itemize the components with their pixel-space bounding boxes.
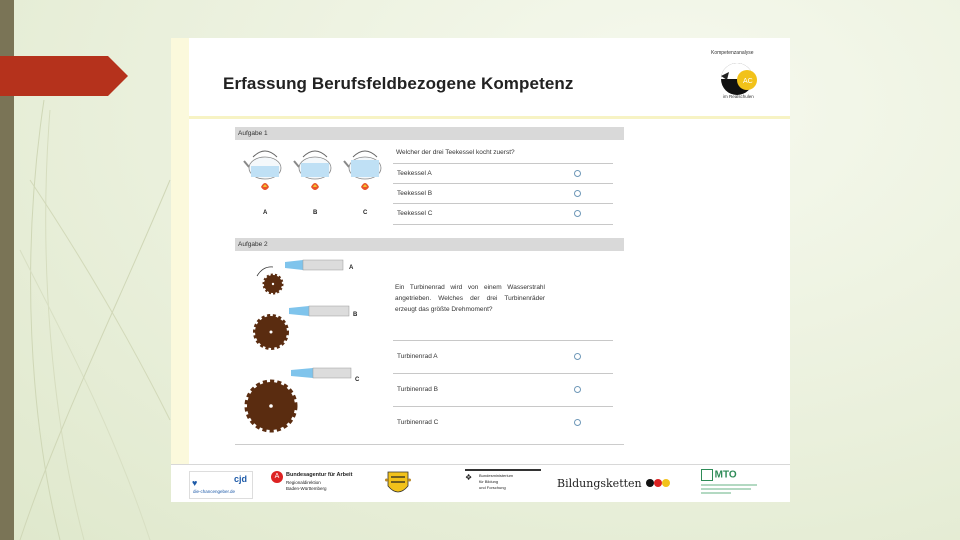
cjd-heart-icon: ♥ — [192, 478, 198, 488]
cjd-url: die-chancengeber.de — [193, 489, 236, 494]
ba-a-icon: A — [271, 471, 283, 483]
option-label: Turbinenrad C — [397, 419, 439, 426]
logo-top-text: Kompetenzanalyse — [711, 50, 754, 56]
bmbf-line3: und Forschung — [479, 485, 506, 490]
kettle-b-icon — [294, 151, 331, 190]
cjd-logo — [189, 471, 253, 499]
mto-text: MTO — [714, 469, 737, 481]
aufgabe-1-section — [235, 127, 624, 229]
wheel-a-label: A — [349, 265, 354, 271]
bmbf-line2: für Bildung — [479, 479, 499, 484]
bmbf-line1: Bundesministerium — [479, 473, 514, 478]
chain-dot-icon — [654, 479, 662, 487]
bildungsketten-logo — [557, 477, 670, 490]
option-row-teekessel-c — [393, 203, 613, 225]
radio-teekessel-b[interactable] — [574, 190, 581, 197]
radio-teekessel-a[interactable] — [574, 170, 581, 177]
kettle-a-icon — [244, 151, 281, 190]
bildungsketten-text: Bildungsketten — [557, 477, 642, 490]
logo-sub-text: AC — [743, 78, 753, 85]
option-label: Turbinenrad A — [397, 353, 438, 360]
option-row-teekessel-a — [393, 163, 613, 184]
logo-bottom-text: im Realschulen — [723, 94, 754, 99]
slide-title: Erfassung Berufsfeldbezogene Kompetenz — [223, 74, 574, 93]
turbine-wheel-b-icon — [255, 306, 349, 348]
mto-square-icon — [701, 469, 713, 481]
radio-turbinenrad-b[interactable] — [574, 386, 581, 393]
turbine-wheel-a-icon — [257, 260, 343, 293]
option-label: Teekessel A — [397, 170, 432, 177]
radio-turbinenrad-c[interactable] — [574, 419, 581, 426]
ba-title: Bundesagentur für Arbeit — [286, 472, 353, 478]
option-row-turbinenrad-a — [393, 340, 613, 374]
header-rule — [189, 116, 790, 119]
chain-dot-icon — [646, 479, 654, 487]
option-label: Teekessel B — [397, 190, 433, 197]
kettles-illustration — [243, 143, 387, 201]
ba-sub2: Baden-Württemberg — [286, 486, 327, 491]
bw-coat-of-arms-icon — [385, 468, 411, 500]
kettle-c-icon — [344, 151, 381, 190]
option-label: Turbinenrad B — [397, 386, 438, 393]
aufgabe-2-question: Ein Turbinenrad wird von einem Wasserstrahl angetrieben. Welches der drei Turbinenräder erzeugt das größte Drehmoment? — [395, 284, 545, 313]
sponsor-logos-footer — [171, 464, 790, 502]
option-label: Teekessel C — [397, 210, 433, 217]
chain-dot-icon — [662, 479, 670, 487]
turbine-wheel-c-icon — [247, 368, 351, 430]
cjd-brand: cjd — [234, 474, 248, 484]
option-row-turbinenrad-b — [393, 373, 613, 407]
aufgabe-2-header: Aufgabe 2 — [235, 238, 624, 251]
slide-content — [171, 38, 790, 502]
aufgabe-2-section — [235, 238, 624, 445]
turbine-wheels-illustration — [241, 256, 361, 440]
option-row-teekessel-b — [393, 183, 613, 204]
kettle-c-label: C — [363, 210, 368, 216]
aufgabe-1-question: Welcher der drei Teekessel kocht zuerst? — [396, 149, 515, 156]
bmbf-eagle-icon: ❖ — [465, 473, 473, 482]
bmbf-logo — [465, 469, 541, 499]
wheel-b-label: B — [353, 312, 358, 318]
wheel-c-label: C — [355, 377, 360, 383]
ba-sub1: Regionaldirektion — [286, 480, 321, 485]
aufgabe-1-header: Aufgabe 1 — [235, 127, 624, 140]
kettle-a-label: A — [263, 210, 268, 216]
accent-arrow-icon — [0, 56, 128, 96]
kettle-b-label: B — [313, 210, 318, 216]
radio-teekessel-c[interactable] — [574, 210, 581, 217]
mto-logo — [701, 469, 771, 494]
slide-left-band — [171, 38, 189, 502]
radio-turbinenrad-a[interactable] — [574, 353, 581, 360]
option-row-turbinenrad-c — [393, 406, 613, 440]
